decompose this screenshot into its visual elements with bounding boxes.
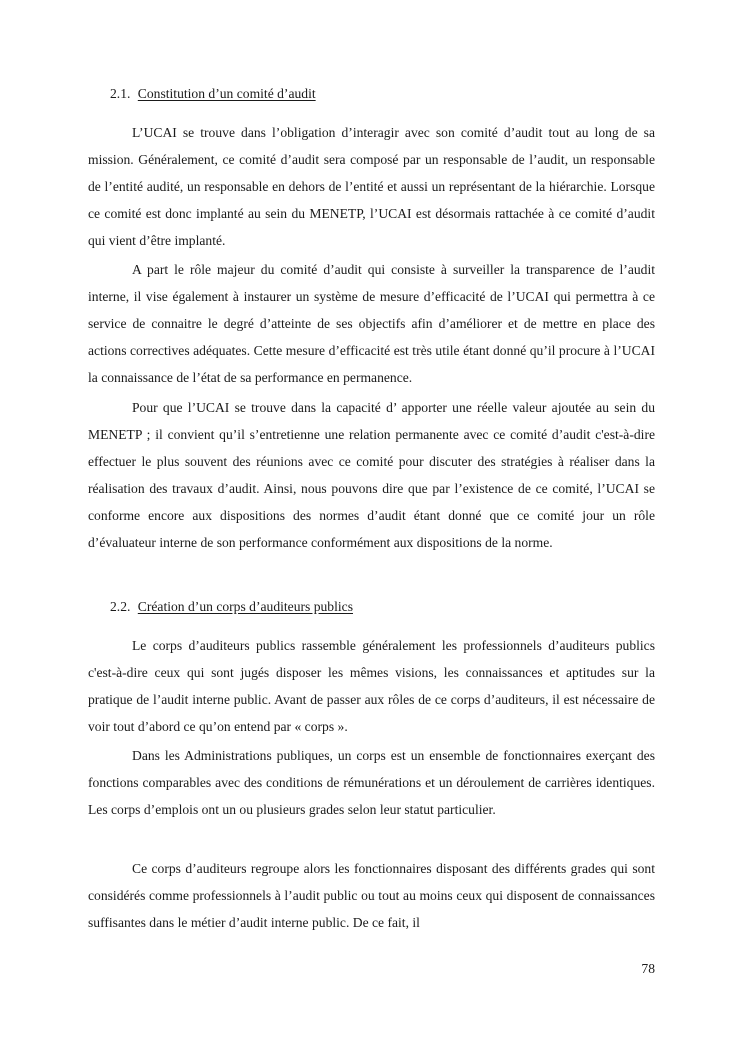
paragraph: A part le rôle majeur du comité d’audit qui consiste à surveiller la transparence de l’audit interne, il vise également à instaurer un système de mesure d’efficacité de l’UCAI qui permettra à ce service de connaitre le degré d’atteinte de ses objectifs afin d’améliorer et de mettre en place des actions correctives adéquates. Cette mesure d’efficacité est très utile étant donné qu’il procure à l’UCAI la connaissance de l’état de sa performance en permanence. — [88, 262, 655, 385]
section-title: Création d’un corps d’auditeurs publics — [137, 599, 353, 614]
section-number: 2.1. — [110, 86, 131, 101]
paragraph: Le corps d’auditeurs publics rassemble généralement les professionnels d’auditeurs publics c'est-à-dire ceux qui sont jugés disposer les mêmes visions, les connaissances et aptitudes sur la pratique de l’audit interne public. Avant de passer aux rôles de ce corps d’auditeurs, il est nécessaire de voir tout d’abord ce qu’on entend par « corps ». — [88, 638, 655, 734]
paragraph: Dans les Administrations publiques, un corps est un ensemble de fonctionnaires exerçant des fonctions comparables avec des conditions de rémunérations et un déroulement de carrières identiques. Les corps d’emplois ont un ou plusieurs grades selon leur statut particulier. — [88, 748, 655, 817]
section-heading-2-2 — [110, 598, 353, 616]
section-number: 2.2. — [110, 599, 131, 614]
section-title: Constitution d’un comité d’audit — [137, 86, 316, 101]
paragraph: L’UCAI se trouve dans l’obligation d’interagir avec son comité d’audit tout au long de sa mission. Généralement, ce comité d’audit sera composé par un responsable de l’audit, un responsable de l’entité audité, un responsable en dehors de l’entité et aussi un représentant de la hiérarchie. Lorsque ce comité est donc implanté au sein du MENETP, l’UCAI est désormais rattachée à ce comité d’audit qui vient d’être implanté. — [88, 125, 655, 248]
paragraph: Ce corps d’auditeurs regroupe alors les fonctionnaires disposant des différents grades qui sont considérés comme professionnels à l’audit public ou tout au moins ceux qui disposent de connaissances suffisantes dans le métier d’audit interne public. De ce fait, il — [88, 861, 655, 930]
page-number: 78 — [641, 961, 655, 976]
paragraph: Pour que l’UCAI se trouve dans la capacité d’ apporter une réelle valeur ajoutée au sein du MENETP ; il convient qu’il s’entretienne une relation permanente avec ce comité d’audit c'est-à-dire effectuer le plus souvent des réunions avec ce comité pour discuter des stratégies à réaliser dans la réalisation des travaux d’audit. Ainsi, nous pouvons dire que par l’existence de ce comité, l’UCAI se conforme encore aux dispositions des normes d’audit étant donné que ce comité jour un rôle d’évaluateur interne de son performance conformément aux dispositions de la norme. — [88, 400, 655, 550]
section-heading-2-1 — [110, 85, 316, 103]
